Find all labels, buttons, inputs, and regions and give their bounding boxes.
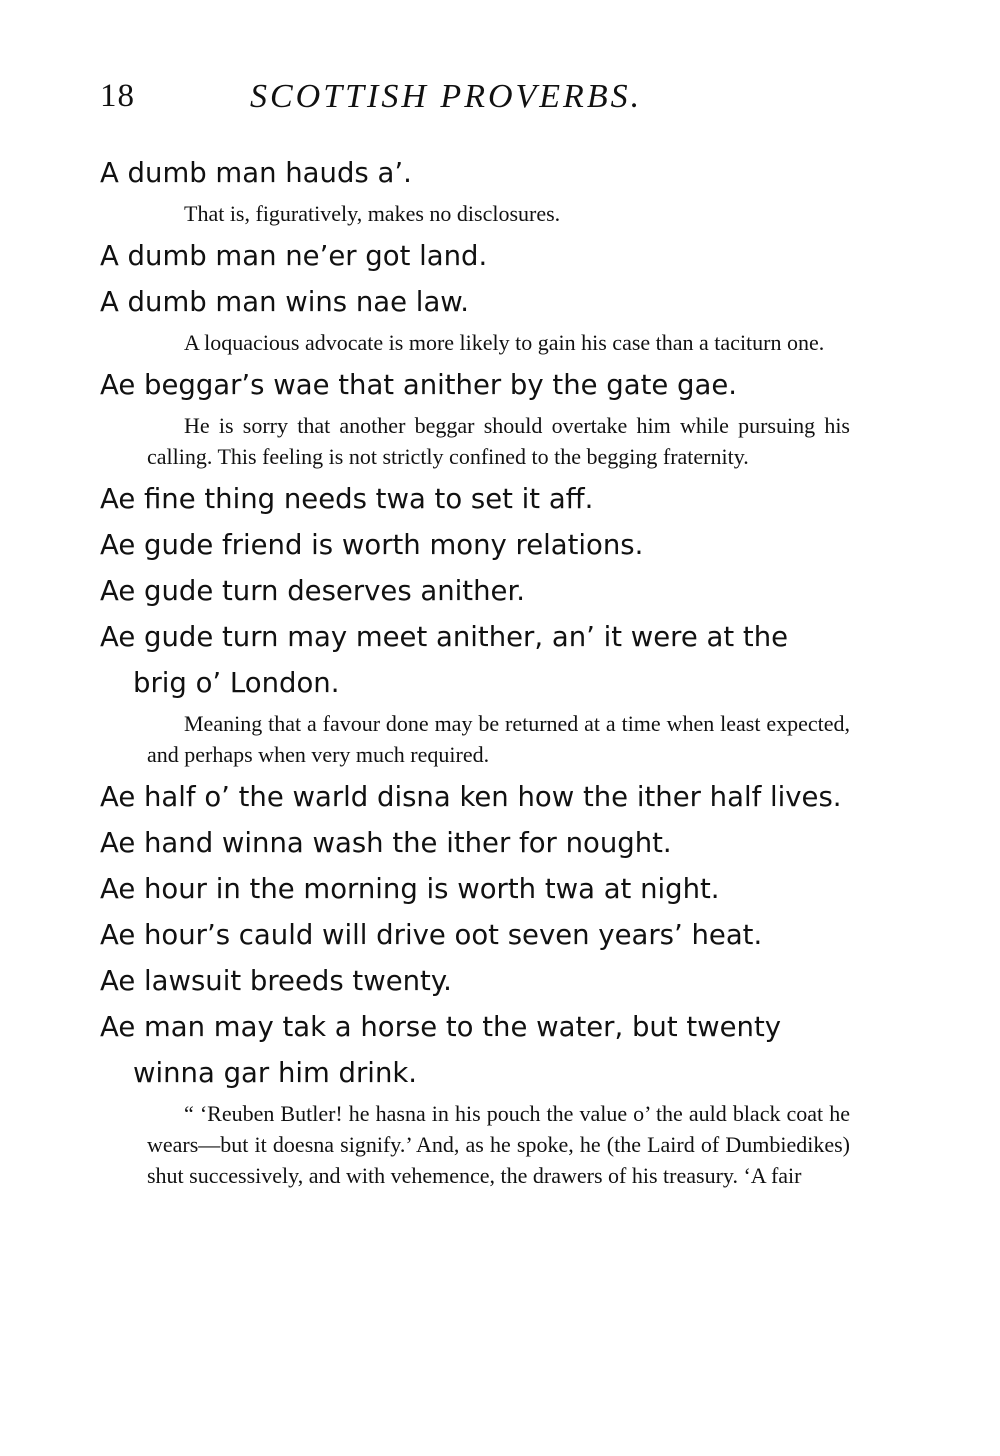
proverb-list	[100, 150, 850, 1195]
proverb: Ae beggar’s wae that anither by the gate gae.	[100, 369, 737, 401]
page-header	[100, 78, 860, 122]
proverb: Ae hour’s cauld will drive oot seven years’ heat.	[100, 919, 763, 951]
page-number: 18	[100, 78, 135, 114]
proverb: Ae hour in the morning is worth twa at night.	[100, 873, 720, 905]
proverb: Ae lawsuit breeds twenty.	[100, 965, 452, 997]
running-title: SCOTTISH PROVERBS.	[250, 78, 643, 115]
proverb: Ae gude friend is worth mony relations.	[100, 529, 644, 561]
proverb: A dumb man hauds a’.	[100, 157, 412, 189]
proverb-note: That is, figuratively, makes no disclosures.	[184, 201, 561, 226]
proverb: A dumb man wins nae law.	[100, 286, 470, 318]
proverb: Ae gude turn may meet anither, an’ it were at the brig o’ London.	[100, 621, 789, 699]
proverb: Ae gude turn deserves anither.	[100, 575, 525, 607]
proverb-note: “ ‘Reuben Butler! he hasna in his pouch the value o’ the auld black coat he wears—but it doesna signify.’ And, as he spoke, he (the Laird of Dumbiedikes) shut successively, and with vehemence, the drawers of his treasury. ‘A fair	[147, 1101, 850, 1188]
proverb-note: Meaning that a favour done may be returned at a time when least expected, and perhaps when very much required.	[147, 711, 850, 767]
proverb-note: He is sorry that another beggar should overtake him while pursuing his calling. This feeling is not strictly confined to the begging fraternity.	[147, 413, 850, 469]
proverb-note: A loquacious advocate is more likely to gain his case than a taciturn one.	[184, 330, 825, 355]
proverb: Ae half o’ the warld disna ken how the ither half lives.	[100, 781, 842, 813]
proverb: Ae hand winna wash the ither for nought.	[100, 827, 672, 859]
proverb: Ae man may tak a horse to the water, but twenty winna gar him drink.	[100, 1011, 782, 1089]
proverb: A dumb man ne’er got land.	[100, 240, 488, 272]
proverb: Ae fine thing needs twa to set it aff.	[100, 483, 594, 515]
